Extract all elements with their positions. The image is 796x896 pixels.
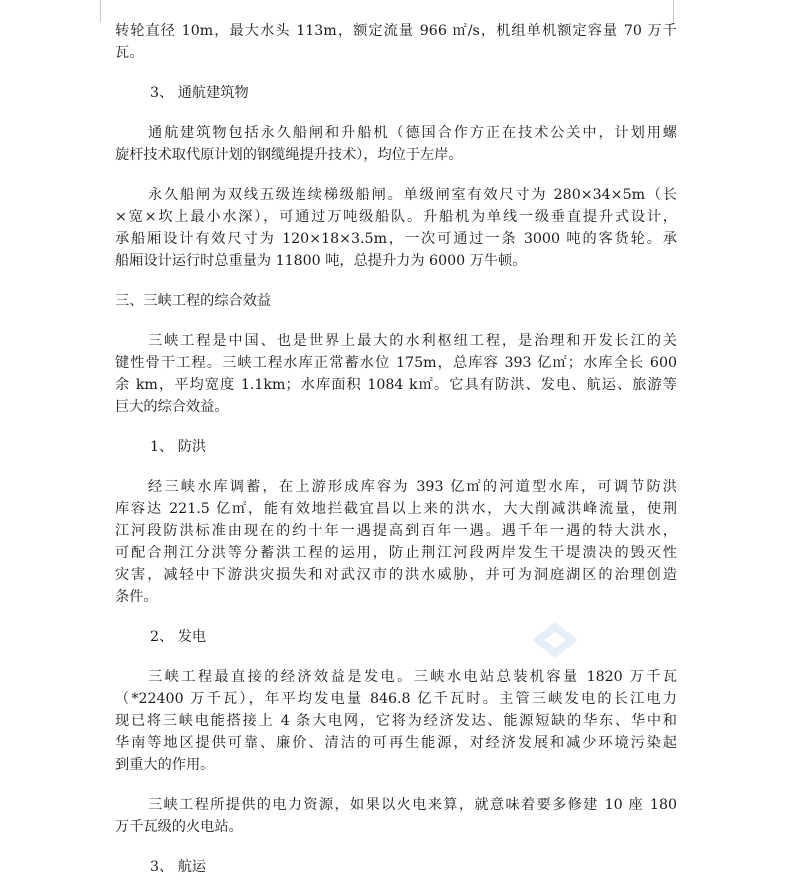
margin-corner-right <box>673 0 674 22</box>
text-line: 船厢设计运行时总重量为 11800 吨，总提升力为 6000 万牛顿。 <box>115 253 527 269</box>
text-line: 三峡工程所提供的电力资源，如果以火电来算，就意味着要多修建 10 座 180 <box>148 797 677 813</box>
text-line: 到重大的作用。 <box>115 757 215 773</box>
paragraph-overview <box>115 330 677 418</box>
text-line: 可配合荆江分洪等分蓄洪工程的运用，防止荆江河段两岸发生干堤溃决的毁灭性 <box>115 545 677 561</box>
paragraph-turbine <box>115 20 677 64</box>
text-line: 余 km，平均宽度 1.1km；水库面积 1084 k㎡。它具有防洪、发电、航运、旅游等 <box>115 377 677 393</box>
text-line: 江河段防洪标准由现在的约十年一遇提高到百年一遇。遇千年一遇的特大洪水， <box>115 523 677 539</box>
text-line: 条件。 <box>115 589 158 605</box>
text-line: 瓦。 <box>115 45 144 61</box>
paragraph-shiplock <box>115 184 677 272</box>
heading-navigation-structures: 3、 通航建筑物 <box>150 85 249 101</box>
text-line: 灾害，减轻中下游洪灾损失和对武汉市的洪水威胁，并可为洞庭湖区的治理创造 <box>115 567 677 583</box>
heading-shipping: 3、 航运 <box>150 859 207 875</box>
text-line: 旋杆技术取代原计划的钢缆绳提升技术），均位于左岸。 <box>115 147 463 163</box>
document-body <box>115 20 677 896</box>
paragraph-flood <box>115 476 677 608</box>
text-line: 经三峡水库调蓄，在上游形成库容为 393 亿㎡的河道型水库，可调节防洪 <box>148 479 677 495</box>
paragraph-power <box>115 666 677 776</box>
watermark-logo-icon <box>530 620 580 660</box>
text-line: 承船厢设计有效尺寸为 120×18×3.5m，一次可通过一条 3000 吨的客货轮。承 <box>115 231 677 247</box>
paragraph-thermal-equivalent <box>115 794 677 838</box>
heading-comprehensive-benefits: 三、三峡工程的综合效益 <box>115 293 272 309</box>
text-line: 巨大的综合效益。 <box>115 399 229 415</box>
text-line: 转轮直径 10m，最大水头 113m，额定流量 966 ㎡/s，机组单机额定容量 70 万千 <box>115 23 677 39</box>
text-line: 华南等地区提供可靠、廉价、清洁的可再生能源，对经济发展和减少环境污染起 <box>115 735 677 751</box>
paragraph-navigation <box>115 122 677 166</box>
text-line: 永久船闸为双线五级连续梯级船闸。单级闸室有效尺寸为 280×34×5m（长 <box>148 187 677 203</box>
text-line: 现已将三峡电能搭接上 4 条大电网，它将为经济发达、能源短缺的华东、华中和 <box>115 713 677 729</box>
heading-power-generation: 2、 发电 <box>150 629 207 645</box>
text-line: 库容达 221.5 亿㎡，能有效地拦截宜昌以上来的洪水，大大削减洪峰流量，使荆 <box>115 501 677 517</box>
heading-flood-control: 1、 防洪 <box>150 439 207 455</box>
text-line: （*22400 万千瓦），年平均发电量 846.8 亿千瓦时。主管三峡发电的长江电力 <box>115 691 677 707</box>
text-line: 万千瓦级的火电站。 <box>115 819 243 835</box>
text-line: 通航建筑物包括永久船闸和升船机（德国合作方正在技术公关中，计划用螺 <box>148 125 677 141</box>
text-line: 三峡工程是中国、也是世界上最大的水利枢纽工程，是治理和开发长江的关 <box>148 333 677 349</box>
text-line: ×宽×坎上最小水深），可通过万吨级船队。升船机为单线一级垂直提升式设计， <box>115 209 677 225</box>
text-line: 键性骨干工程。三峡工程水库正常蓄水位 175m，总库容 393 亿㎡；水库全长 600 <box>115 355 677 371</box>
text-line: 三峡工程最直接的经济效益是发电。三峡水电站总装机容量 1820 万千瓦 <box>148 669 677 685</box>
margin-corner-left <box>100 0 101 22</box>
